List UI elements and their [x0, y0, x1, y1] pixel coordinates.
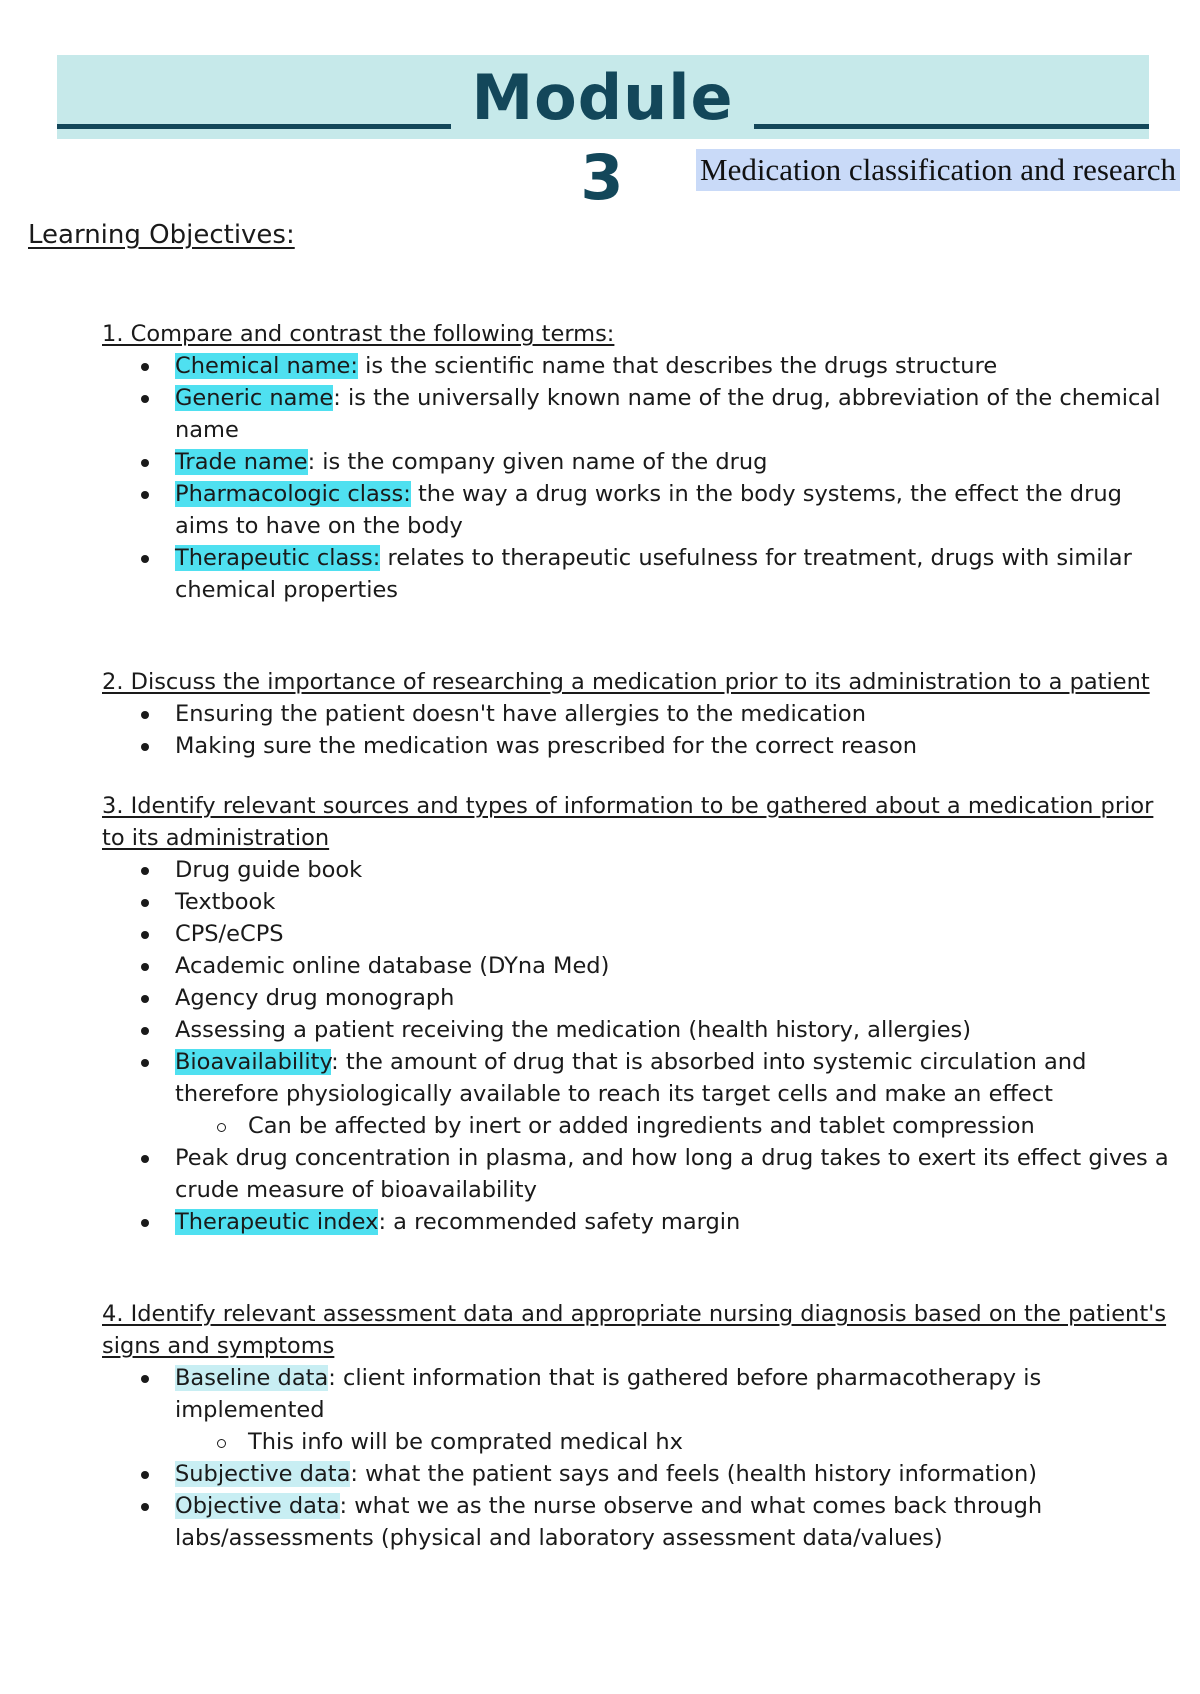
list-item: Ensuring the patient doesn't have allergies to the medication: [175, 698, 1177, 730]
list-item: [175, 446, 1177, 478]
page-subtitle: Medication classification and research: [696, 149, 1180, 191]
definition-text: : what the patient says and feels (health history information): [350, 1461, 1038, 1487]
definition-text: relates to therapeutic usefulness for treatment, drugs with similar chemical properties: [175, 545, 1132, 603]
list-item: [175, 1458, 1177, 1490]
title-rule-right: [754, 124, 1149, 129]
definition-text: : a recommended safety margin: [378, 1209, 741, 1235]
list-item: [175, 478, 1177, 542]
sub-list: [175, 1426, 1177, 1458]
section-1-heading: 1. Compare and contrast the following terms:: [102, 321, 615, 347]
section-4-list: [102, 1362, 1177, 1554]
term-highlight: Chemical name:: [175, 353, 358, 379]
section-2-heading: 2. Discuss the importance of researching a medication prior to its administration to a patient: [102, 669, 1150, 695]
list-item: Agency drug monograph: [175, 982, 1177, 1014]
term-highlight: Generic name: [175, 385, 334, 411]
list-item: [175, 1206, 1177, 1238]
term-highlight: Objective data: [175, 1493, 340, 1519]
term-highlight: Therapeutic class:: [175, 545, 381, 571]
list-item: Making sure the medication was prescribed for the correct reason: [175, 730, 1177, 762]
list-item: Textbook: [175, 886, 1177, 918]
definition-text: : is the universally known name of the drug, abbreviation of the chemical name: [175, 385, 1161, 443]
definition-text: : the amount of drug that is absorbed into systemic circulation and therefore physiologically available to reach its target cells and make an effect: [175, 1049, 1087, 1107]
section-4-heading: 4. Identify relevant assessment data and appropriate nursing diagnosis based on the patient's signs and symptoms: [102, 1301, 1167, 1359]
section-3-heading: 3. Identify relevant sources and types of information to be gathered about a medication prior to its administration: [102, 793, 1154, 851]
term-highlight: Therapeutic index: [175, 1209, 379, 1235]
term-highlight: Bioavailability: [175, 1049, 332, 1075]
list-item: Academic online database (DYna Med): [175, 950, 1177, 982]
definition-text: : client information that is gathered before pharmacotherapy is implemented: [175, 1365, 1042, 1423]
sub-list: [175, 1110, 1177, 1142]
list-item: Assessing a patient receiving the medication (health history, allergies): [175, 1014, 1177, 1046]
list-item: [175, 1490, 1177, 1554]
term-highlight: Trade name: [175, 449, 308, 475]
definition-text: is the scientific name that describes the drugs structure: [357, 353, 998, 379]
term-highlight: Baseline data: [175, 1365, 329, 1391]
learning-objectives-heading: Learning Objectives:: [28, 220, 295, 250]
list-item: [175, 1046, 1177, 1142]
list-item: Peak drug concentration in plasma, and how long a drug takes to exert its effect gives a crude measure of bioavailability: [175, 1142, 1177, 1206]
title-rule-left: [57, 124, 451, 129]
section-2-list: [102, 698, 1177, 762]
term-highlight: Subjective data: [175, 1461, 351, 1487]
sub-list-item: Can be affected by inert or added ingredients and tablet compression: [248, 1110, 1177, 1142]
list-item: Drug guide book: [175, 854, 1177, 886]
list-item: [175, 1362, 1177, 1458]
definition-text: : what we as the nurse observe and what comes back through labs/assessments (physical and laboratory assessment data/values): [175, 1493, 1043, 1551]
page-title: Module 3: [471, 61, 734, 214]
list-item: [175, 542, 1177, 606]
term-highlight: Pharmacologic class:: [175, 481, 411, 507]
list-item: [175, 350, 1177, 382]
section-3-list: [102, 854, 1177, 1238]
section-1-list: [102, 350, 1177, 606]
definition-text: the way a drug works in the body systems, the effect the drug aims to have on the body: [175, 481, 1122, 539]
list-item: [175, 382, 1177, 446]
sub-list-item: This info will be comprated medical hx: [248, 1426, 1177, 1458]
list-item: CPS/eCPS: [175, 918, 1177, 950]
definition-text: : is the company given name of the drug: [307, 449, 768, 475]
objectives-content: [102, 318, 1177, 1554]
